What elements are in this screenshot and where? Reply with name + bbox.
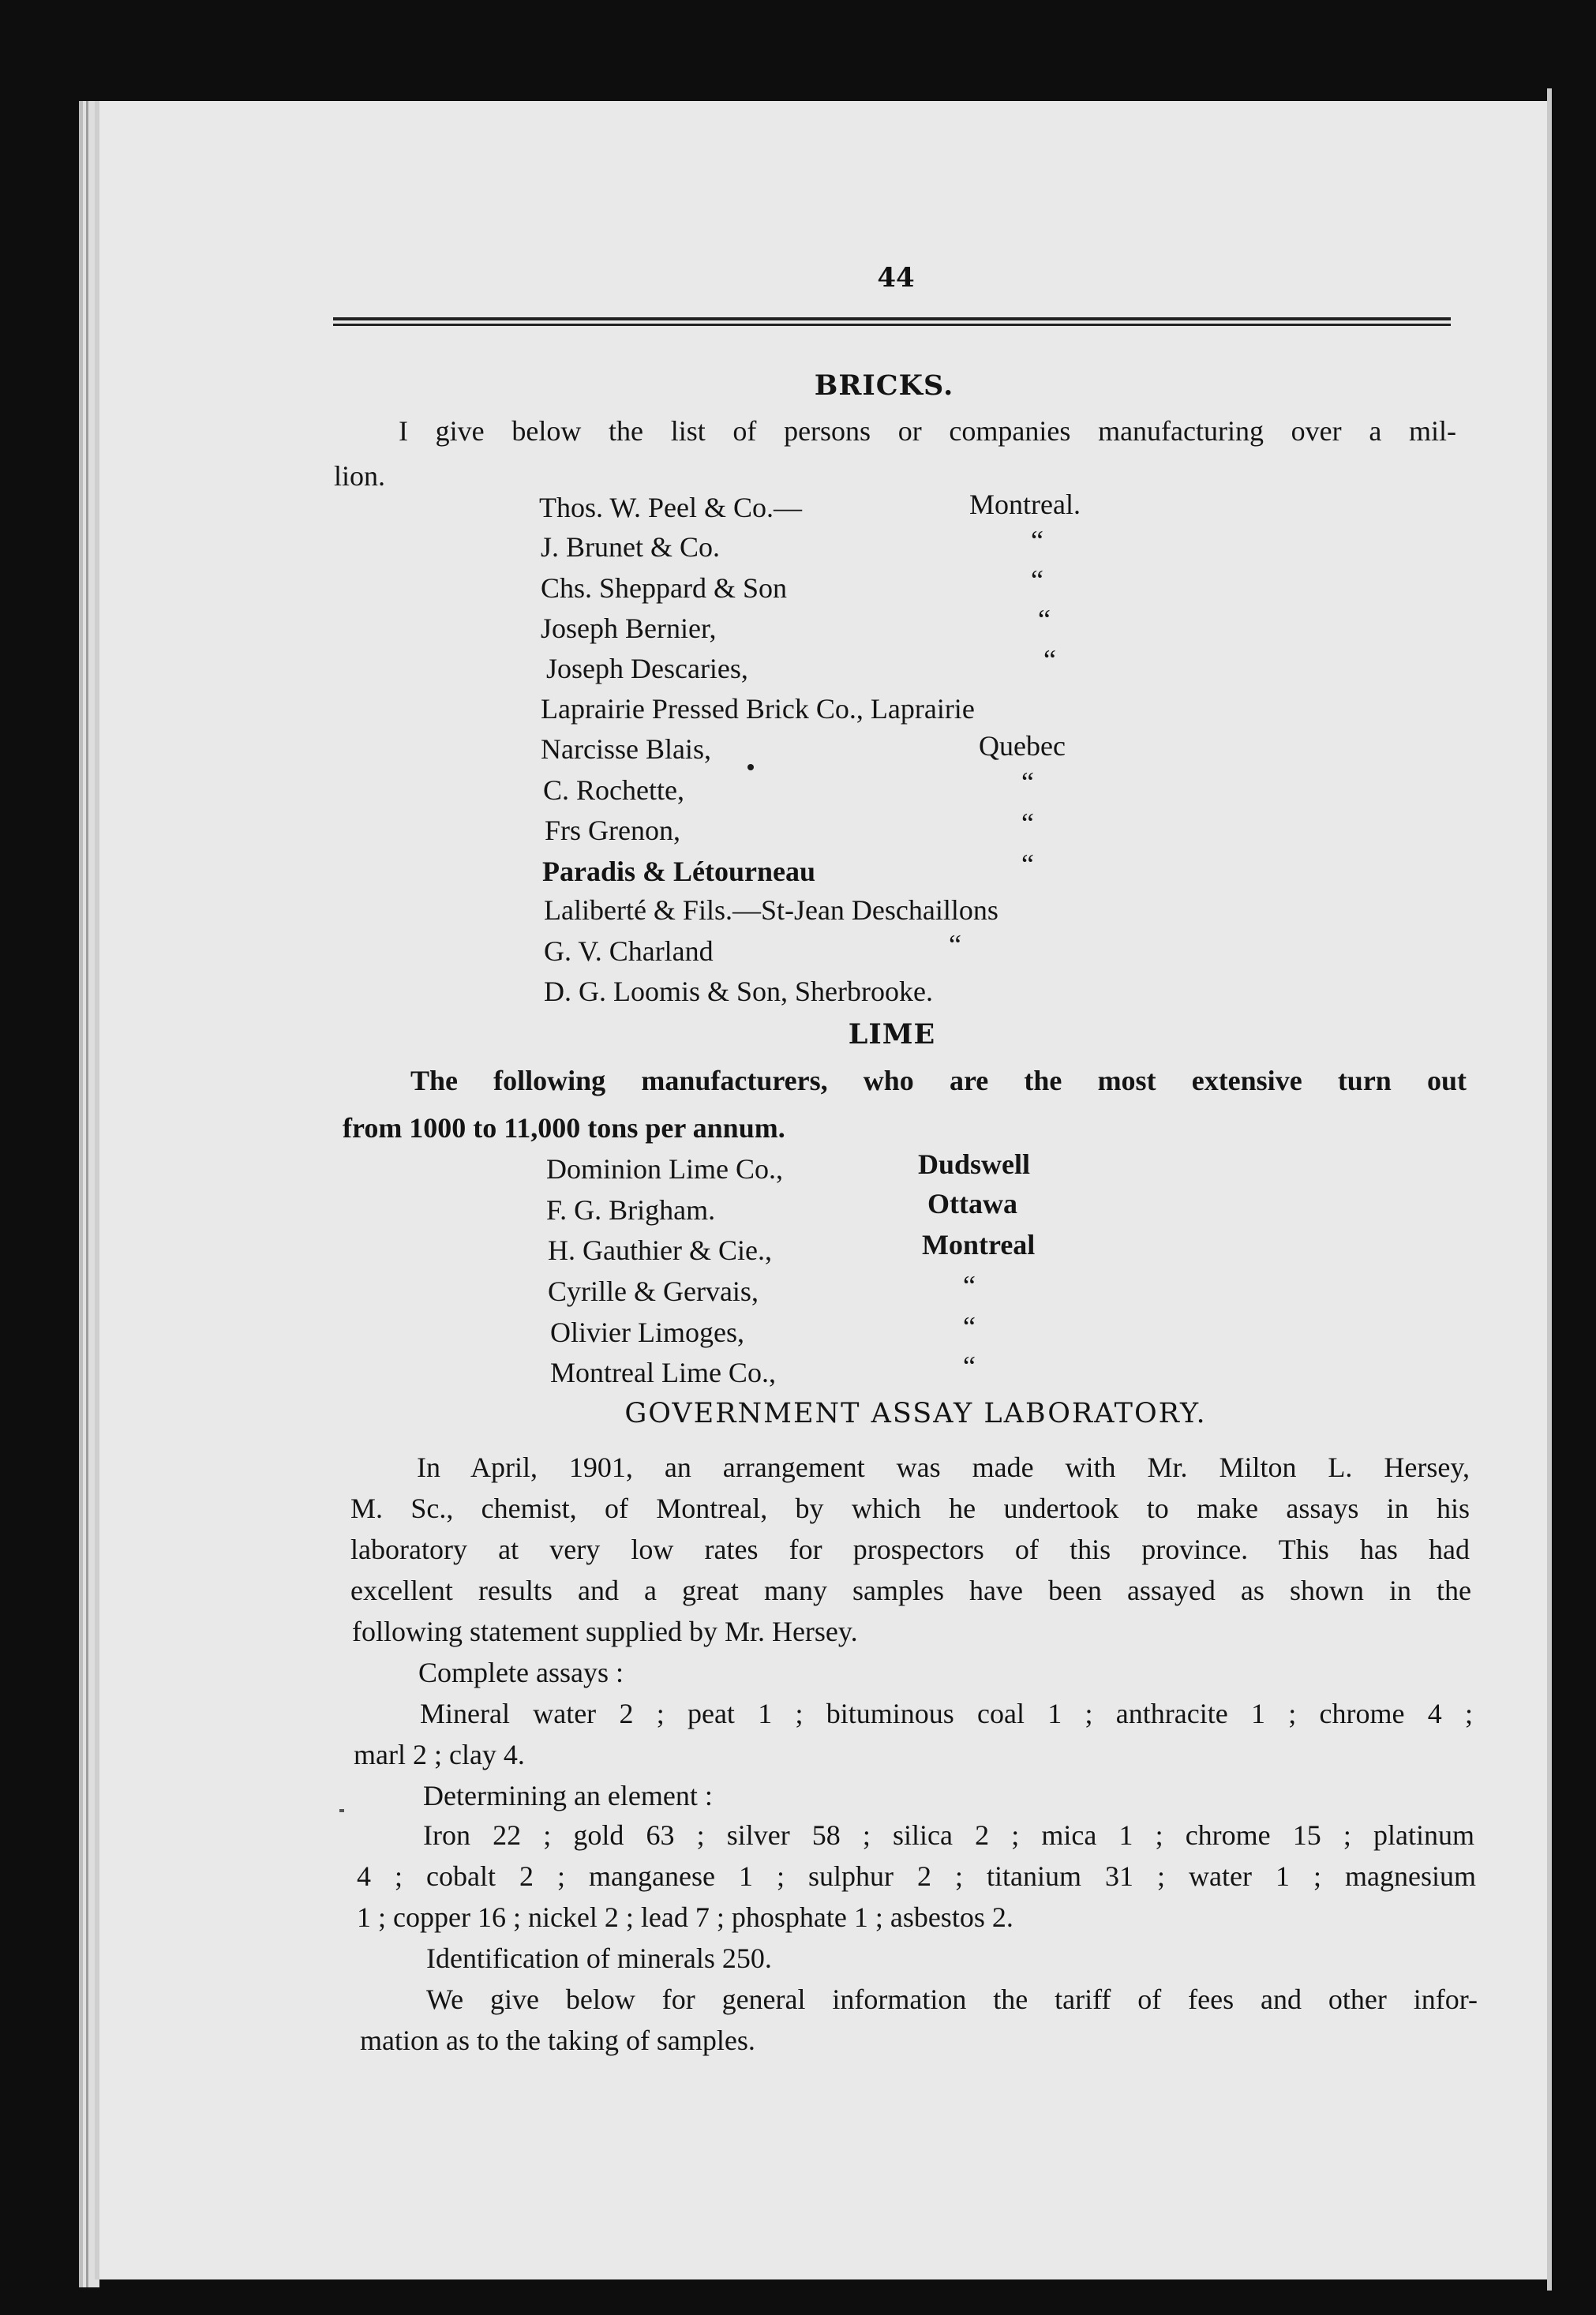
determining-element-line: 4 ; cobalt 2 ; manganese 1 ; sulphur 2 ; titanium 31 ; water 1 ; magnesium [357, 1860, 1476, 1892]
lime-entry-name: Dominion Lime Co., [546, 1153, 783, 1185]
complete-assays-line: marl 2 ; clay 4. [354, 1739, 525, 1770]
closing-line: mation as to the taking of samples. [360, 2025, 755, 2056]
determining-element-line: Iron 22 ; gold 63 ; silver 58 ; silica 2 ; mica 1 ; chrome 15 ; platinum [423, 1819, 1474, 1851]
lime-entry-place: Montreal [922, 1229, 1036, 1261]
assay-paragraph-line: In April, 1901, an arrangement was made with Mr. Milton L. Hersey, [417, 1452, 1470, 1483]
determining-element-label: Determining an element : [423, 1780, 713, 1811]
bricks-entry-place: “ [1031, 525, 1043, 556]
bricks-entry-name: Chs. Sheppard & Son [541, 572, 788, 604]
lime-entry-place: Dudswell [918, 1148, 1031, 1180]
bricks-entry-name: Narcisse Blais, [541, 733, 711, 765]
lime-intro-line-2: from 1000 to 11,000 tons per annum. [343, 1112, 785, 1144]
header-rule [333, 317, 1451, 328]
bricks-entry-name: Laliberté & Fils.—St-Jean Deschaillons [544, 894, 998, 926]
bricks-intro-line-1: I give below the list of persons or companies manufacturing over a mil- [399, 415, 1456, 447]
bricks-entry-place: “ [949, 929, 961, 961]
bricks-entry-name: Thos. W. Peel & Co.— [539, 492, 803, 523]
bricks-entry-name: J. Brunet & Co. [541, 531, 721, 563]
bricks-entry-name: C. Rochette, [543, 774, 684, 806]
ink-speck [339, 1809, 344, 1812]
assay-paragraph-line: laboratory at very low rates for prospectors of this province. This has had [350, 1534, 1470, 1565]
bricks-entry-name: D. G. Loomis & Son, Sherbrooke. [544, 976, 933, 1007]
assay-paragraph-line: M. Sc., chemist, of Montreal, by which he undertook to make assays in his [350, 1493, 1470, 1524]
bricks-entry-name: Laprairie Pressed Brick Co., Laprairie [541, 693, 975, 725]
bricks-entry-place: Quebec [979, 730, 1066, 762]
lime-entry-name: H. Gauthier & Cie., [548, 1234, 772, 1266]
complete-assays-line: Mineral water 2 ; peat 1 ; bituminous coal 1 ; anthracite 1 ; chrome 4 ; [420, 1698, 1473, 1729]
ink-spot [747, 764, 754, 770]
bricks-entry-name: Frs Grenon, [545, 815, 680, 846]
lime-entry-place: “ [963, 1311, 976, 1343]
lime-entry-name: Montreal Lime Co., [550, 1357, 776, 1388]
lime-heading: LIME [848, 1018, 936, 1051]
bricks-entry-place: “ [1038, 604, 1051, 635]
bricks-entry-place: “ [1021, 848, 1034, 880]
assay-heading: GOVERNMENT ASSAY LABORATORY. [624, 1398, 1207, 1429]
lime-entry-place: Ottawa [927, 1188, 1017, 1219]
bricks-entry-place: Montreal. [969, 489, 1081, 520]
lime-entry-name: F. G. Brigham. [546, 1194, 716, 1226]
bricks-entry-place: “ [1021, 807, 1034, 839]
bricks-entry-place: “ [1031, 564, 1043, 596]
closing-line: We give below for general information the tariff of fees and other infor- [426, 1983, 1478, 2015]
lime-entry-place: “ [963, 1350, 976, 1382]
lime-entry-place: “ [963, 1270, 976, 1302]
bricks-intro-line-2: lion. [334, 460, 386, 492]
lime-entry-name: Cyrille & Gervais, [548, 1275, 759, 1307]
page-number: 44 [877, 262, 915, 294]
scan-border-right [1552, 87, 1596, 2315]
bricks-heading: BRICKS. [814, 369, 954, 402]
assay-paragraph-last-line: following statement supplied by Mr. Hersey. [352, 1616, 858, 1647]
lime-intro-line-1: The following manufacturers, who are the most extensive turn out [410, 1065, 1467, 1096]
lime-entry-name: Olivier Limoges, [550, 1317, 744, 1348]
bricks-entry-name: Joseph Bernier, [541, 612, 717, 644]
complete-assays-label: Complete assays : [418, 1657, 624, 1688]
bricks-entry-name: Paradis & Létourneau [542, 856, 815, 887]
identification-line: Identification of minerals 250. [426, 1942, 772, 1974]
bricks-entry-place: “ [1043, 644, 1056, 676]
bricks-entry-name: Joseph Descaries, [546, 653, 748, 684]
assay-paragraph-line: excellent results and a great many samples have been assayed as shown in the [350, 1575, 1471, 1606]
bricks-entry-place: “ [1021, 766, 1034, 798]
bricks-entry-name: G. V. Charland [544, 935, 714, 967]
determining-element-last-line: 1 ; copper 16 ; nickel 2 ; lead 7 ; phosphate 1 ; asbestos 2. [357, 1901, 1013, 1933]
